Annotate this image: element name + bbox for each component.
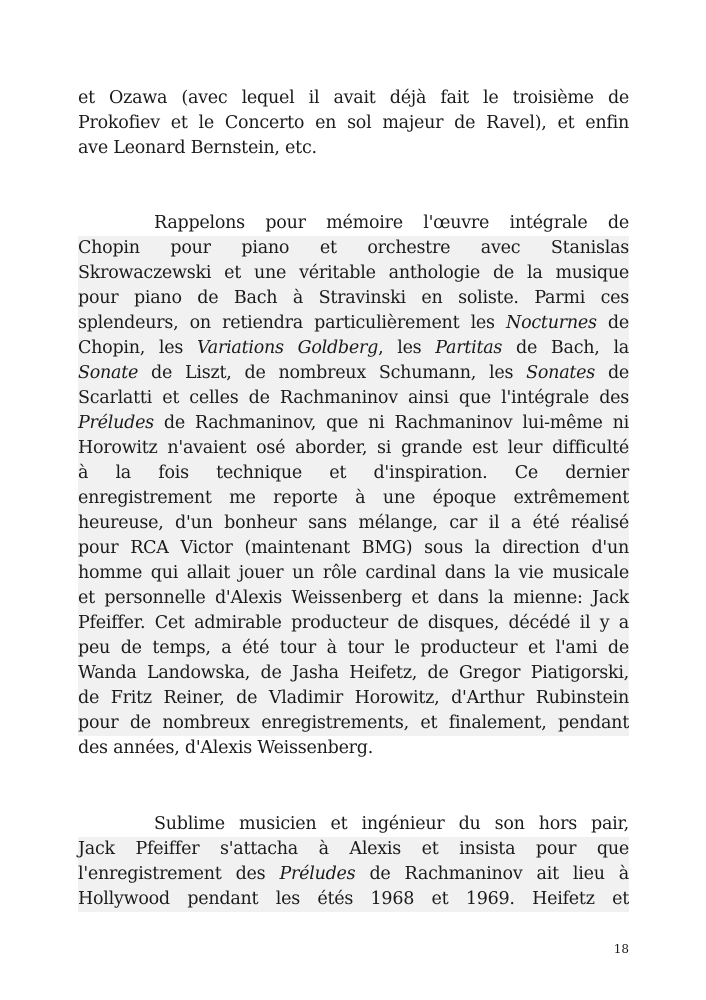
text-line: ave Leonard Bernstein, etc. xyxy=(78,138,317,158)
text-line: Rappelons pour mémoire l'œuvre intégrale de xyxy=(154,213,629,233)
text-line: Wanda Landowska, de Jasha Heifetz, de Gregor Piatigorski, xyxy=(78,661,629,686)
text-line: Chopin pour piano et orchestre avec Stanislas xyxy=(78,236,629,261)
text-line: des années, d'Alexis Weissenberg. xyxy=(78,738,374,758)
text-line: Jack Pfeiffer s'attacha à Alexis et insista pour que xyxy=(78,837,629,862)
text-line: Sublime musicien et ingénieur du son hors pair, xyxy=(154,814,629,834)
text-line: Scarlatti et celles de Rachmaninov ainsi que l'intégrale des xyxy=(78,386,629,411)
text-line: à la fois technique et d'inspiration. Ce dernier xyxy=(78,461,629,486)
text-line: peu de temps, a été tour à tour le producteur et l'ami de xyxy=(78,636,629,661)
text-line: pour de nombreux enregistrements, et finalement, pendant xyxy=(78,711,629,736)
text-line: Préludes de Rachmaninov, que ni Rachmaninov lui-même ni xyxy=(78,411,629,436)
text-line: Skrowaczewski et une véritable anthologie de la musique xyxy=(78,261,629,286)
text-line: l'enregistrement des Préludes de Rachmaninov ait lieu à xyxy=(78,862,629,887)
page-number: 18 xyxy=(613,942,629,956)
text-line: enregistrement me reporte à une époque extrêmement xyxy=(78,486,629,511)
text-line: splendeurs, on retiendra particulièrement les Nocturnes de xyxy=(78,311,629,336)
text-line: Horowitz n'avaient osé aborder, si grande est leur difficulté xyxy=(78,436,629,461)
text-line: pour RCA Victor (maintenant BMG) sous la direction d'un xyxy=(78,536,629,561)
text-line: et personnelle d'Alexis Weissenberg et dans la mienne: Jack xyxy=(78,586,629,611)
text-line: pour piano de Bach à Stravinski en soliste. Parmi ces xyxy=(78,286,629,311)
text-line: homme qui allait jouer un rôle cardinal dans la vie musicale xyxy=(78,561,629,586)
text-line: Chopin, les Variations Goldberg, les Partitas de Bach, la xyxy=(78,336,629,361)
text-line: et Ozawa (avec lequel il avait déjà fait le troisième de xyxy=(78,88,629,108)
text-line: Prokofiev et le Concerto en sol majeur de Ravel), et enfin xyxy=(78,113,629,133)
text-line: Hollywood pendant les étés 1968 et 1969. Heifetz et xyxy=(78,887,629,912)
text-line: Sonate de Liszt, de nombreux Schumann, les Sonates de xyxy=(78,361,629,386)
text-line: de Fritz Reiner, de Vladimir Horowitz, d'Arthur Rubinstein xyxy=(78,686,629,711)
text-line: heureuse, d'un bonheur sans mélange, car il a été réalisé xyxy=(78,511,629,536)
text-line: Pfeiffer. Cet admirable producteur de disques, décédé il y a xyxy=(78,611,629,636)
